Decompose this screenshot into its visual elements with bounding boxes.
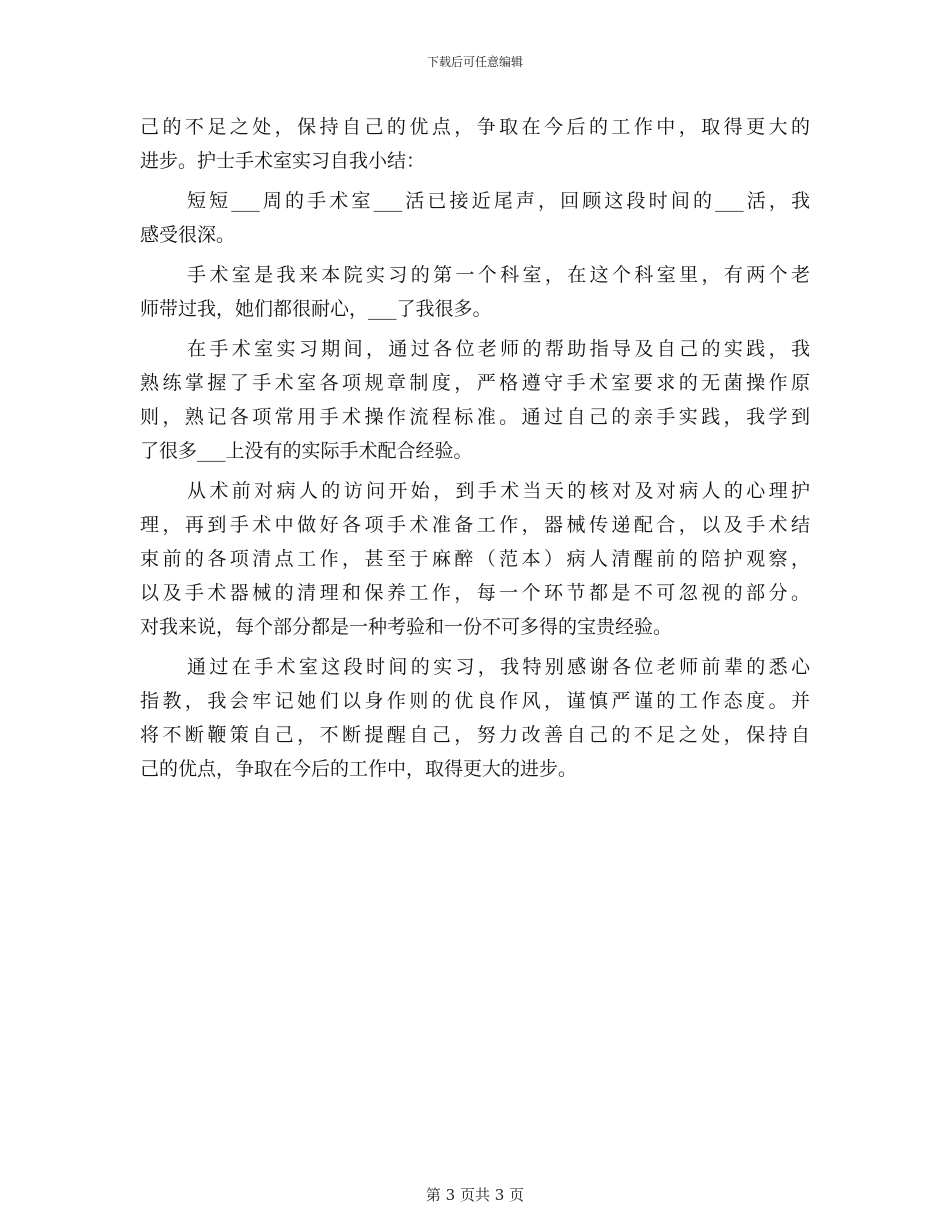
text-line: 理，再到手术中做好各项手术准备工作，器械传递配合，以及手术结 bbox=[140, 514, 810, 536]
page-footer: 第 3 页共 3 页 bbox=[425, 1186, 525, 1204]
text-line: 师带过我，她们都很耐心，___了我很多。 bbox=[140, 298, 492, 320]
paragraph-continuation bbox=[140, 110, 810, 178]
paragraph bbox=[140, 258, 810, 326]
text-line: 对我来说，每个部分都是一种考验和一份不可多得的宝贵经验。 bbox=[140, 616, 673, 638]
text-line: 进步。护士手术室实习自我小结： bbox=[140, 150, 426, 172]
paragraph bbox=[140, 184, 810, 252]
text-line: 指教，我会牢记她们以身作则的优良作风，谨慎严谨的工作态度。并 bbox=[140, 690, 810, 712]
paragraph bbox=[140, 332, 810, 468]
text-line: 了很多___上没有的实际手术配合经验。 bbox=[140, 440, 473, 462]
text-line: 己的不足之处，保持自己的优点，争取在今后的工作中，取得更大的 bbox=[140, 116, 810, 138]
text-line: 以及手术器械的清理和保养工作，每一个环节都是不可忽视的部分。 bbox=[140, 582, 810, 604]
paragraph bbox=[140, 650, 810, 786]
text-line: 短短___周的手术室___活已接近尾声，回顾这段时间的___活，我 bbox=[187, 190, 810, 212]
text-line: 则，熟记各项常用手术操作流程标准。通过自己的亲手实践，我学到 bbox=[140, 406, 810, 428]
text-line: 在手术室实习期间，通过各位老师的帮助指导及自己的实践，我 bbox=[187, 338, 810, 360]
text-line: 束前的各项清点工作，甚至于麻醉（范本）病人清醒前的陪护观察， bbox=[140, 548, 810, 570]
page-header: 下载后可任意编辑 bbox=[426, 55, 523, 69]
document-body bbox=[140, 110, 810, 792]
paragraph bbox=[140, 474, 810, 644]
text-line: 手术室是我来本院实习的第一个科室，在这个科室里，有两个老 bbox=[187, 264, 810, 286]
text-line: 己的优点，争取在今后的工作中，取得更大的进步。 bbox=[140, 758, 578, 780]
text-line: 熟练掌握了手术室各项规章制度，严格遵守手术室要求的无菌操作原 bbox=[140, 372, 810, 394]
text-line: 将不断鞭策自己，不断提醒自己，努力改善自己的不足之处，保持自 bbox=[140, 724, 810, 746]
text-line: 从术前对病人的访问开始，到手术当天的核对及对病人的心理护 bbox=[187, 480, 810, 502]
text-line: 通过在手术室这段时间的实习，我特别感谢各位老师前辈的悉心 bbox=[187, 656, 810, 678]
text-line: 感受很深。 bbox=[140, 224, 236, 246]
